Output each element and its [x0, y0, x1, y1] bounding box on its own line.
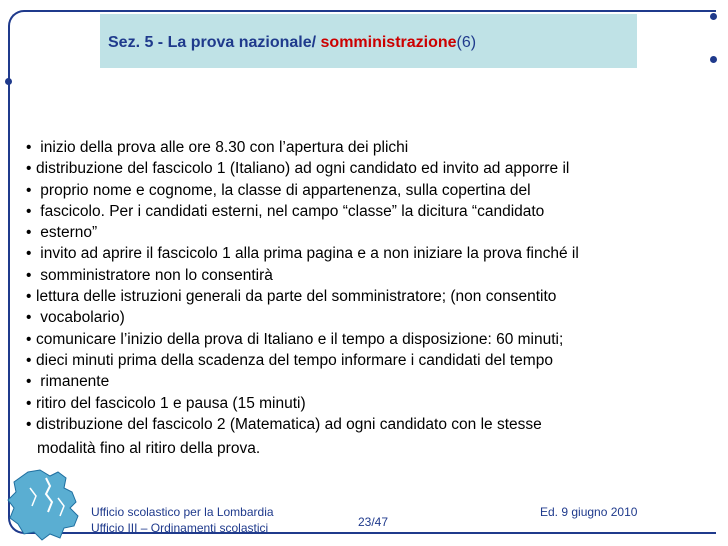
list-item-text: distribuzione del fascicolo 2 (Matematica) ad ogni candidato con le stesse	[36, 415, 542, 433]
bullet-icon: •	[26, 288, 32, 306]
bullet-icon: •	[26, 330, 32, 348]
list-item-text: somministratore non lo consentirà	[36, 266, 273, 284]
bullet-icon: •	[26, 160, 32, 178]
frame-corner-dot	[5, 78, 12, 85]
list-item	[26, 307, 706, 328]
list-item-text: dieci minuti prima della scadenza del tempo informare i candidati del tempo	[36, 351, 553, 369]
title-accent: somministrazione	[320, 34, 457, 51]
list-item-text: proprio nome e cognome, la classe di appartenenza, sulla copertina del	[36, 181, 531, 199]
footer-date: Ed. 9 giugno 2010	[540, 505, 638, 519]
list-item-text: distribuzione del fascicolo 1 (Italiano) ad ogni candidato ed invito ad apporre il	[36, 160, 570, 178]
list-item-text: lettura delle istruzioni generali da parte del somministratore; (non consentito	[36, 288, 557, 306]
list-item	[26, 371, 706, 392]
list-item-text: invito ad aprire il fascicolo 1 alla prima pagina e a non iniziare la prova finché il	[36, 245, 579, 263]
list-item	[26, 286, 706, 307]
bullet-icon: •	[26, 373, 32, 391]
bullet-icon: •	[26, 181, 32, 199]
frame-corner-dot	[710, 13, 717, 20]
lombardia-map-icon	[6, 468, 88, 544]
bullet-icon: •	[26, 415, 32, 433]
bullet-icon: •	[26, 139, 32, 156]
list-item	[26, 414, 706, 435]
bullet-icon: •	[26, 224, 32, 242]
list-item-text: ritiro del fascicolo 1 e pausa (15 minuti)	[36, 394, 306, 412]
list-item-text: vocabolario)	[36, 309, 125, 327]
list-item-text: fascicolo. Per i candidati esterni, nel campo “classe” la dicitura “candidato	[36, 202, 545, 220]
list-item	[26, 180, 706, 201]
list-item-text: esterno”	[36, 224, 98, 242]
bullet-icon: •	[26, 351, 32, 369]
footer-office-line1: Ufficio scolastico per la Lombardia	[91, 505, 274, 519]
list-item	[26, 201, 706, 222]
list-item	[26, 222, 706, 243]
bullet-icon: •	[26, 266, 32, 284]
title-suffix: (6)	[456, 34, 477, 51]
list-item	[26, 243, 706, 264]
bullet-list	[26, 137, 706, 435]
list-item	[26, 329, 706, 350]
page-number: 23/47	[358, 515, 389, 529]
list-item	[26, 137, 706, 158]
bullet-icon: •	[26, 309, 32, 327]
bullet-icon: •	[26, 245, 32, 263]
footer-office-line2: Ufficio III – Ordinamenti scolastici	[91, 521, 269, 535]
title-main: Sez. 5 - La prova nazionale/	[108, 34, 321, 51]
list-item-text: rimanente	[36, 373, 110, 391]
bullet-icon: •	[26, 394, 32, 412]
slide-title	[108, 34, 476, 52]
list-item	[26, 158, 706, 179]
footer-office	[91, 504, 274, 536]
list-item	[26, 393, 706, 414]
list-item	[26, 350, 706, 371]
frame-corner-dot	[710, 56, 717, 63]
bullet-icon: •	[26, 202, 32, 220]
list-item-text: inizio della prova alle ore 8.30 con l’apertura dei plichi	[36, 139, 409, 156]
list-item-text: comunicare l’inizio della prova di Italiano e il tempo a disposizione: 60 minuti;	[36, 330, 564, 348]
list-item	[26, 265, 706, 286]
list-continuation: modalità fino al ritiro della prova.	[37, 440, 261, 457]
